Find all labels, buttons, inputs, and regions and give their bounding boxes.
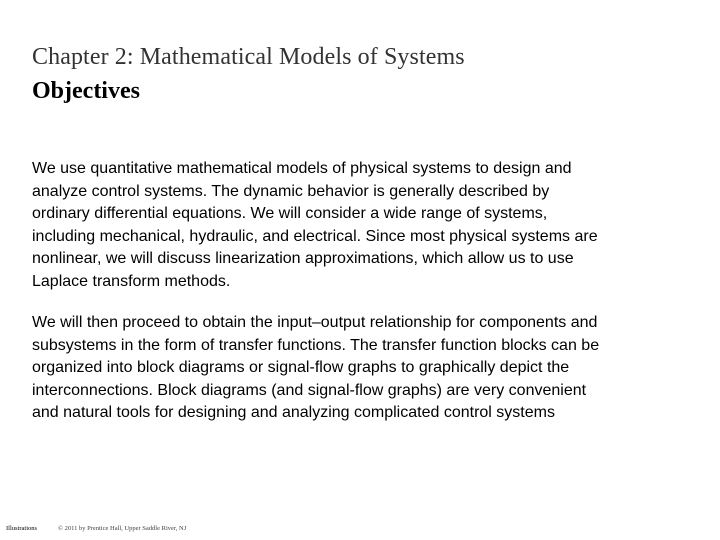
objectives-paragraph-1: We use quantitative mathematical models of physical systems to design and analyze control systems. The dynamic behavior is generally described by ordinary differential equations. We will consider a wide range of systems, including mechanical, hydraulic, and electrical. Since most physical systems are nonlinear, we will discuss linearization approximations, which allow us to use Laplace transform methods. — [32, 160, 598, 290]
chapter-title: Chapter 2: Mathematical Models of Systems — [32, 44, 465, 70]
footer-copyright: © 2011 by Prentice Hall, Upper Saddle River, NJ — [58, 525, 187, 532]
footer-illustrations-label: Illustrations — [6, 525, 38, 532]
objectives-paragraph-2: We will then proceed to obtain the input–output relationship for components and subsystems in the form of transfer functions. The transfer function blocks can be organized into block diagrams or signal-flow graphs to graphically depict the interconnections. Block diagrams (and signal-flow graphs) are very convenient and natural tools for designing and analyzing complicated control systems — [32, 314, 600, 421]
section-title: Objectives — [32, 78, 140, 104]
